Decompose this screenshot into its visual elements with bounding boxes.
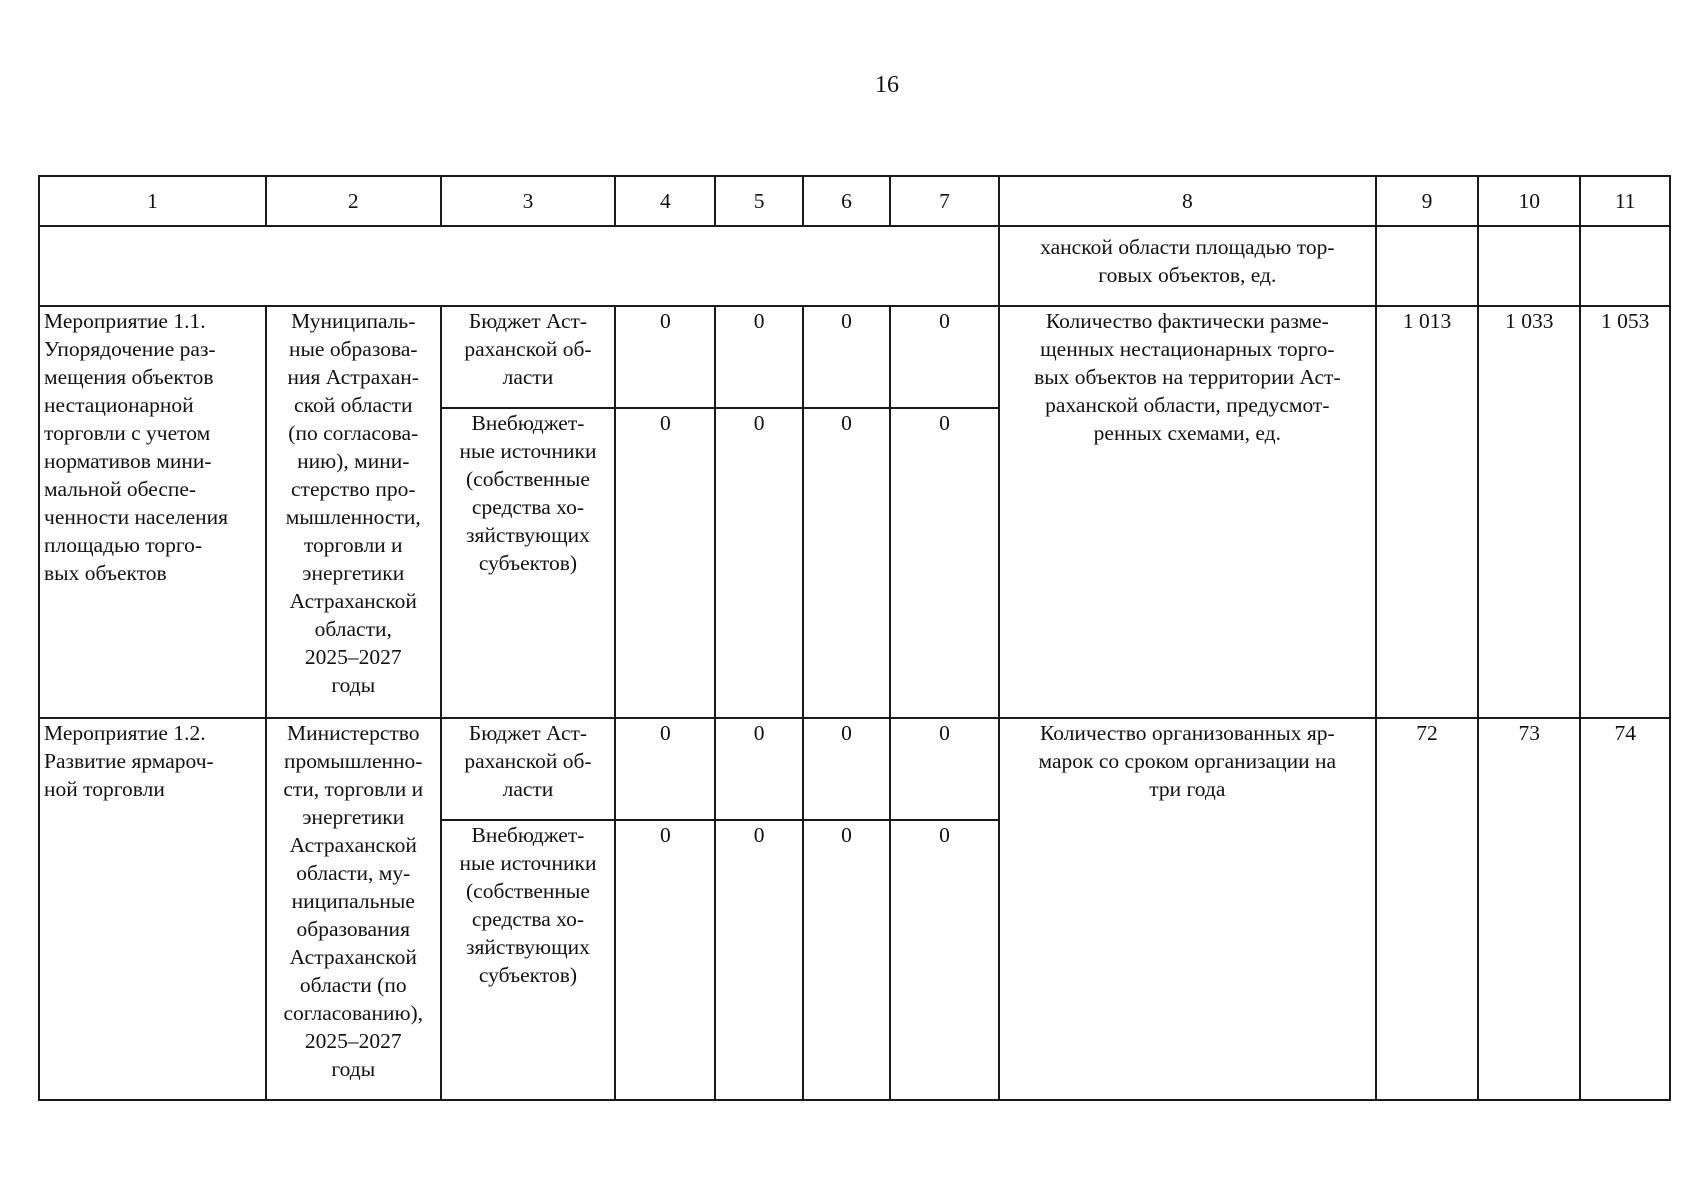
column-header: 5 (715, 176, 802, 226)
value-cell: 0 (803, 408, 890, 718)
column-header: 8 (999, 176, 1376, 226)
empty-cell (1478, 226, 1580, 306)
value-cell: 0 (803, 820, 890, 1100)
value-cell: 0 (715, 306, 802, 408)
value-cell: 0 (890, 306, 999, 408)
funding-source-cell: Бюджет Аст- раханской об- ласти (441, 306, 616, 408)
column-header: 3 (441, 176, 616, 226)
indicator-value-cell: 1 013 (1376, 306, 1478, 718)
empty-cell (1376, 226, 1478, 306)
value-cell: 0 (615, 718, 715, 820)
funding-source-cell: Внебюджет- ные источники (собственные средства хо- зяйствующих субъектов) (441, 820, 616, 1100)
column-header: 6 (803, 176, 890, 226)
empty-cell (1580, 226, 1670, 306)
value-cell: 0 (890, 820, 999, 1100)
funding-source-cell: Внебюджет- ные источники (собственные средства хо- зяйствующих субъектов) (441, 408, 616, 718)
value-cell: 0 (615, 820, 715, 1100)
measure-name-cell: Мероприятие 1.1. Упорядочение раз- мещения объектов нестационарной торговли с учетом нормативов мини- мальной обеспе- ченности населения площадью торго- вых объектов (39, 306, 266, 718)
indicator-value-cell: 72 (1376, 718, 1478, 1100)
column-number-row (39, 176, 1670, 226)
indicator-cell: Количество фактически разме- щенных нестационарных торго- вых объектов на территории Аст- раханской области, предусмот- ренных схемами, ед. (999, 306, 1376, 718)
indicator-value-cell: 74 (1580, 718, 1670, 1100)
table-row (39, 306, 1670, 408)
column-header: 1 (39, 176, 266, 226)
continuation-empty-cell (39, 226, 999, 306)
value-cell: 0 (715, 718, 802, 820)
executor-cell: Министерство промышленно- сти, торговли и энергетики Астраханской области, му- ниципальные образования Астраханской области (по согласованию), 2025–2027 годы (266, 718, 441, 1100)
executor-cell: Муниципаль- ные образова- ния Астрахан- ской области (по согласова- нию), мини- стерство про- мышленности, торговли и энергетики Астраханской области, 2025–2027 годы (266, 306, 441, 718)
column-header: 7 (890, 176, 999, 226)
column-header: 2 (266, 176, 441, 226)
indicator-value-cell: 73 (1478, 718, 1580, 1100)
indicator-value-cell: 1 033 (1478, 306, 1580, 718)
value-cell: 0 (615, 306, 715, 408)
funding-source-cell: Бюджет Аст- раханской об- ласти (441, 718, 616, 820)
indicator-cell: Количество организованных яр- марок со сроком организации на три года (999, 718, 1376, 1100)
continuation-row (39, 226, 1670, 306)
value-cell: 0 (803, 718, 890, 820)
column-header: 9 (1376, 176, 1478, 226)
column-header: 11 (1580, 176, 1670, 226)
value-cell: 0 (715, 408, 802, 718)
column-header: 4 (615, 176, 715, 226)
column-header: 10 (1478, 176, 1580, 226)
measures-table (38, 175, 1671, 1101)
page-number: 16 (875, 72, 899, 98)
table-row (39, 718, 1670, 820)
measure-name-cell: Мероприятие 1.2. Развитие ярмароч- ной торговли (39, 718, 266, 1100)
value-cell: 0 (890, 408, 999, 718)
continuation-indicator-cell: ханской области площадью тор- говых объектов, ед. (999, 226, 1376, 306)
value-cell: 0 (715, 820, 802, 1100)
value-cell: 0 (803, 306, 890, 408)
indicator-value-cell: 1 053 (1580, 306, 1670, 718)
value-cell: 0 (615, 408, 715, 718)
value-cell: 0 (890, 718, 999, 820)
